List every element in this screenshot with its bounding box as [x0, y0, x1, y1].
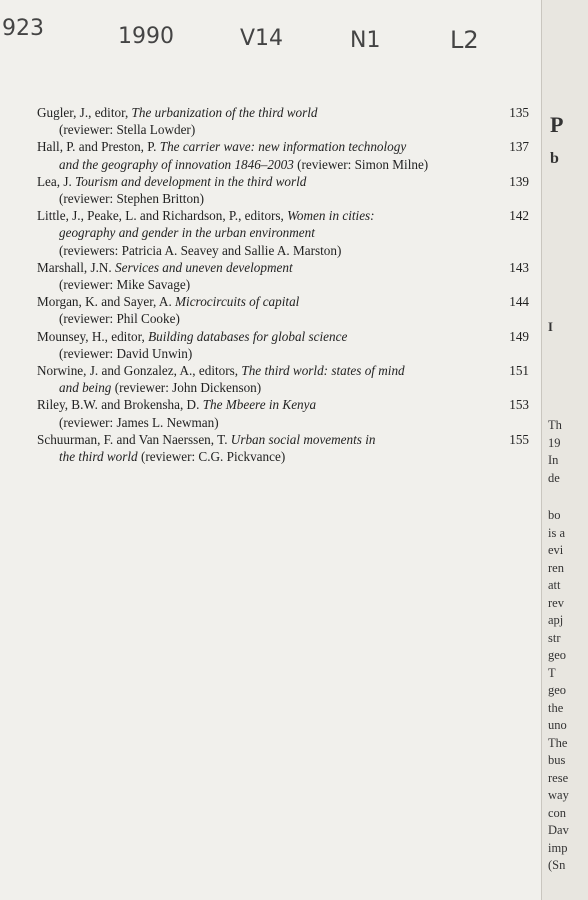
- entry-line: [37, 224, 529, 241]
- review-entry: [37, 138, 529, 172]
- entry-line: [37, 362, 529, 379]
- entry-author: (reviewer: David Unwin): [59, 345, 193, 361]
- page-number: 139: [509, 173, 529, 189]
- entry-author: (reviewer: James L. Newman): [59, 414, 219, 430]
- entry-title: The Mbeere in Kenya: [202, 397, 317, 413]
- adjacent-text-fragment: geo: [548, 648, 567, 662]
- entry-author: (reviewer: Stephen Britton): [59, 191, 205, 207]
- entry-reviewer: (reviewer: Simon Milne): [293, 156, 429, 172]
- review-entry: [37, 396, 529, 430]
- adjacent-text-fragment: the: [548, 700, 564, 715]
- entry-line: [37, 310, 529, 327]
- entry-author: Norwine, J. and Gonzalez, A., editors,: [37, 363, 242, 379]
- entry-line: [37, 259, 529, 276]
- handwritten-year: 1990: [118, 24, 174, 49]
- adjacent-text-fragment: rev: [548, 595, 564, 610]
- adjacent-text-fragment: de: [548, 470, 560, 485]
- page-number: 143: [509, 259, 529, 275]
- adjacent-heading-fragment: P: [550, 112, 564, 137]
- adjacent-text-fragment: geo: [548, 683, 567, 697]
- page-number: 144: [509, 294, 529, 310]
- entry-author: (reviewer: Stella Lowder): [59, 122, 196, 138]
- entry-title: The carrier wave: new information technology: [159, 139, 407, 155]
- page-number: 135: [509, 105, 529, 120]
- entry-author: Mounsey, H., editor,: [37, 328, 149, 344]
- adjacent-text-fragment: ren: [548, 560, 564, 575]
- entry-reviewer: (reviewer: John Dickenson): [111, 380, 262, 396]
- entry-title: Services and uneven development: [115, 259, 293, 275]
- adjacent-text-fragment: apj: [548, 613, 564, 627]
- entry-line: [37, 276, 529, 293]
- entry-line: [37, 138, 529, 155]
- adjacent-text-fragment: Dav: [548, 823, 569, 837]
- entry-author: (reviewer: Phil Cooke): [59, 311, 180, 327]
- handwritten-number: 923: [2, 16, 44, 41]
- review-entry: [37, 207, 529, 259]
- review-entry: [37, 259, 529, 293]
- adjacent-text-fragment: imp: [548, 840, 568, 855]
- entry-title: The third world: states of mind: [241, 363, 405, 379]
- adjacent-text-fragment: evi: [548, 543, 564, 557]
- entry-author: Lea, J.: [37, 173, 76, 189]
- adjacent-subheading-fragment: b: [550, 150, 559, 167]
- entry-title: Urban social movements in: [230, 431, 376, 447]
- entry-line: [37, 190, 529, 207]
- page-number: 155: [509, 431, 529, 447]
- handwritten-annotation: [0, 14, 540, 64]
- review-entry: [37, 293, 529, 327]
- entry-author: Schuurman, F. and Van Naerssen, T.: [37, 431, 231, 447]
- adjacent-text-fragment: str: [548, 630, 561, 645]
- entry-line: [37, 104, 529, 121]
- entry-line: [37, 156, 529, 173]
- entry-line: [37, 207, 529, 224]
- page-number: 137: [509, 139, 529, 155]
- adjacent-text-fragment: (Sn: [548, 858, 566, 872]
- adjacent-text-fragment: The: [548, 735, 568, 750]
- entry-author: Morgan, K. and Sayer, A.: [37, 294, 176, 310]
- adjacent-section-marker: I: [548, 320, 553, 334]
- entry-title: geography and gender in the urban environment: [59, 225, 315, 241]
- handwritten-volume: V14: [240, 26, 284, 51]
- entry-title: Building databases for global science: [148, 328, 348, 344]
- handwritten-issue: N1: [350, 28, 381, 53]
- entry-title: Tourism and development in the third world: [75, 173, 307, 189]
- entry-author: Gugler, J., editor,: [37, 105, 132, 120]
- entry-author: Hall, P. and Preston, P.: [37, 139, 160, 155]
- entry-line: [37, 121, 529, 138]
- review-entry: [37, 104, 529, 138]
- entry-title: Women in cities:: [287, 208, 375, 224]
- page-number: 153: [509, 397, 529, 413]
- entry-author: Little, J., Peake, L. and Richardson, P., editors,: [37, 208, 288, 224]
- entry-title: and being: [59, 380, 112, 396]
- entry-line: [37, 431, 529, 448]
- adjacent-text-fragment: is a: [548, 525, 566, 540]
- page-number: 142: [509, 208, 529, 224]
- review-index-list: [37, 104, 529, 465]
- entry-title: The urbanization of the third world: [131, 105, 318, 120]
- review-entry: [37, 362, 529, 396]
- adjacent-page-edge: [541, 0, 588, 900]
- entry-author: Riley, B.W. and Brokensha, D.: [37, 397, 203, 413]
- entry-author: Marshall, J.N.: [37, 259, 116, 275]
- entry-line: [37, 396, 529, 413]
- entry-author: (reviewer: Mike Savage): [59, 277, 191, 293]
- adjacent-text-fragment: rese: [548, 770, 569, 785]
- entry-line: [37, 414, 529, 431]
- review-entry: [37, 328, 529, 362]
- page-number: 151: [509, 363, 529, 379]
- page-number: 149: [509, 328, 529, 344]
- entry-line: [37, 173, 529, 190]
- adjacent-text-fragment: con: [548, 805, 567, 820]
- entry-line: [37, 242, 529, 259]
- adjacent-text-fragment: Th: [548, 418, 562, 432]
- entry-line: [37, 328, 529, 345]
- entry-line: [37, 448, 529, 465]
- adjacent-text-fragment: att: [548, 578, 561, 592]
- entry-title: and the geography of innovation 1846–2003: [59, 156, 294, 172]
- review-entry: [37, 173, 529, 207]
- entry-line: [37, 379, 529, 396]
- entry-title: Microcircuits of capital: [175, 294, 300, 310]
- adjacent-text-fragment: 19: [548, 435, 561, 450]
- adjacent-text-fragment: uno: [548, 718, 567, 732]
- entry-title: the third world: [59, 449, 138, 465]
- adjacent-text-fragment: bo: [548, 508, 561, 522]
- review-entry: [37, 431, 529, 465]
- entry-reviewer: (reviewer: C.G. Pickvance): [137, 449, 286, 465]
- adjacent-text-fragment: bus: [548, 753, 566, 767]
- adjacent-text-fragment: In: [548, 453, 559, 467]
- entry-line: [37, 345, 529, 362]
- adjacent-text-fragment: way: [548, 788, 569, 802]
- entry-line: [37, 293, 529, 310]
- entry-author: (reviewers: Patricia A. Seavey and Sallie A. Marston): [59, 242, 342, 258]
- handwritten-mark: L2: [450, 26, 479, 54]
- adjacent-text-fragment: T: [548, 665, 556, 680]
